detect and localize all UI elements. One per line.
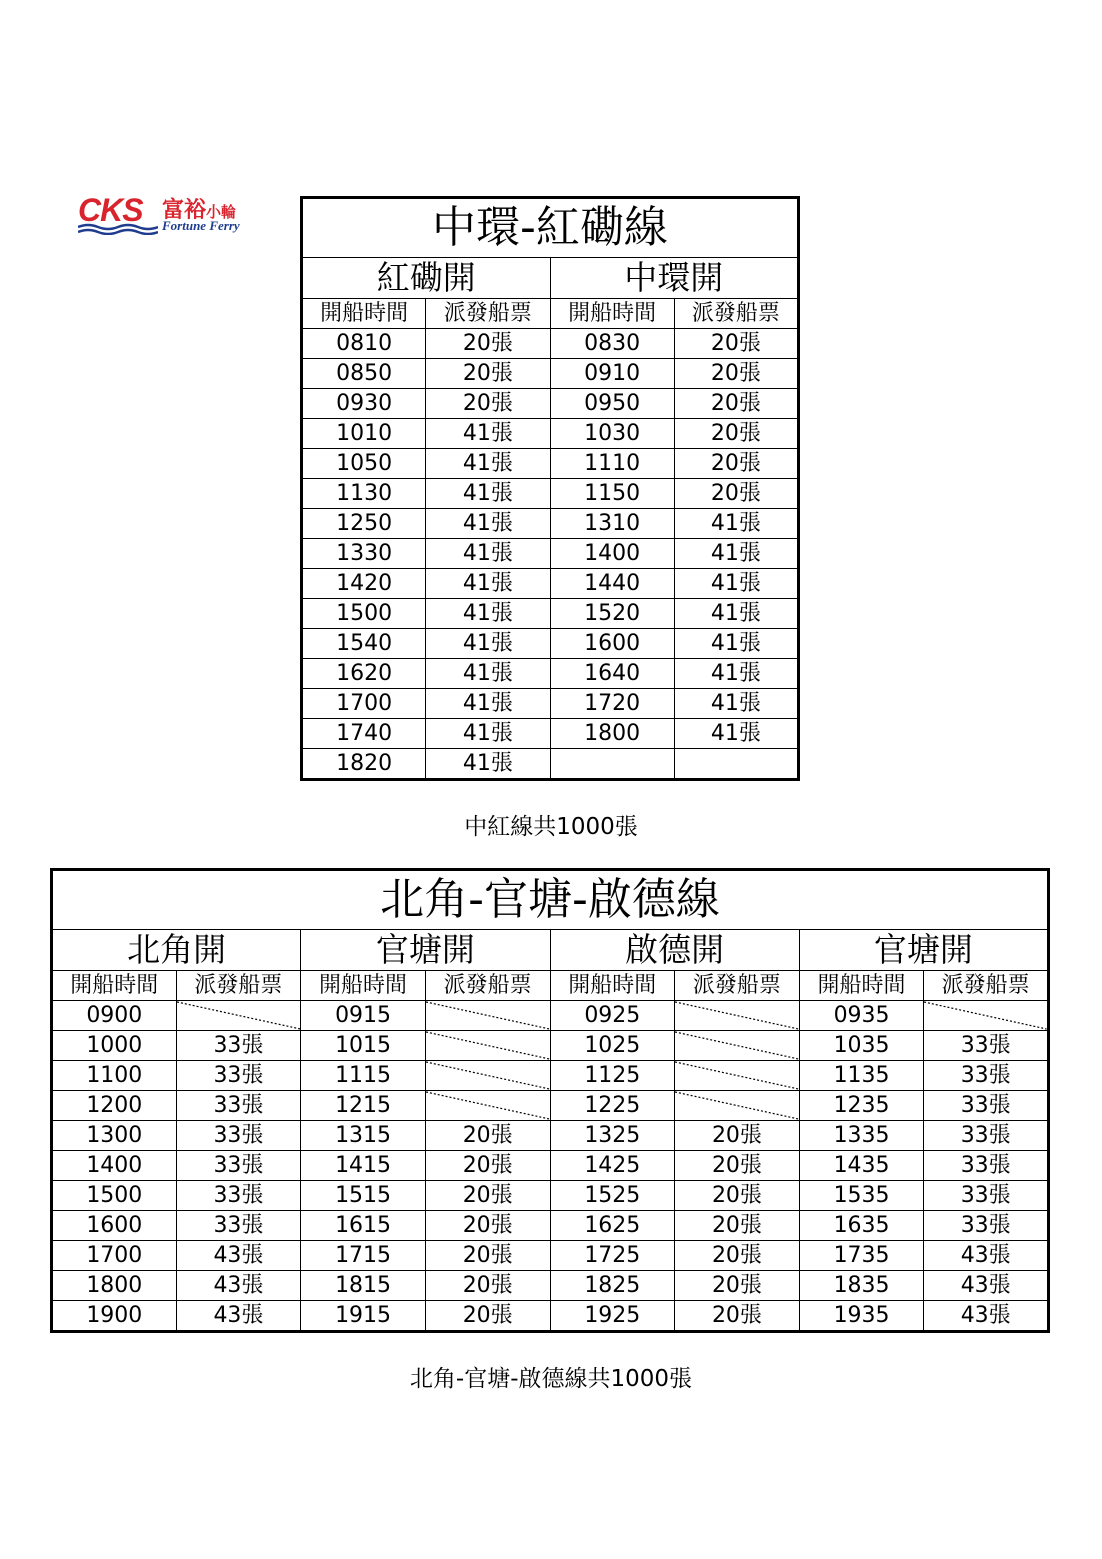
table-row xyxy=(52,1241,1049,1271)
departure-time-cell: 1335 xyxy=(799,1121,924,1151)
table-row xyxy=(302,539,799,569)
tickets-cell: 33張 xyxy=(176,1211,301,1241)
tickets-cell: 43張 xyxy=(924,1271,1049,1301)
departure-time-cell: 1325 xyxy=(550,1121,675,1151)
tickets-cell: 41張 xyxy=(426,629,550,659)
table-row xyxy=(52,1031,1049,1061)
tickets-cell: 43張 xyxy=(176,1271,301,1301)
departure-time-cell: 0850 xyxy=(302,359,426,389)
departure-time-cell: 1130 xyxy=(302,479,426,509)
tickets-cell: 41張 xyxy=(426,479,550,509)
diagonal-strike-icon xyxy=(426,1001,550,1030)
departure-time-cell: 1100 xyxy=(52,1061,177,1091)
departure-time-cell: 1540 xyxy=(302,629,426,659)
departure-time-cell: 0900 xyxy=(52,1001,177,1031)
table-row xyxy=(302,659,799,689)
tickets-cell: 20張 xyxy=(425,1121,550,1151)
departure-time-cell xyxy=(550,749,674,780)
table-row xyxy=(302,329,799,359)
tickets-cell: 20張 xyxy=(675,1301,800,1332)
departure-time-cell: 1735 xyxy=(799,1241,924,1271)
title-row xyxy=(302,198,799,258)
departure-time-cell: 1635 xyxy=(799,1211,924,1241)
departure-time-cell: 1150 xyxy=(550,479,674,509)
diagonal-strike-icon xyxy=(924,1001,1047,1030)
departure-time-header: 開船時間 xyxy=(52,971,177,1001)
tickets-cell: 33張 xyxy=(924,1091,1049,1121)
direction-header: 北角開 xyxy=(52,930,301,971)
departure-time-cell: 1725 xyxy=(550,1241,675,1271)
tickets-cell: 20張 xyxy=(675,1151,800,1181)
tickets-cell: 43張 xyxy=(924,1301,1049,1332)
tickets-issued-header: 派發船票 xyxy=(176,971,301,1001)
tickets-cell: 33張 xyxy=(924,1181,1049,1211)
logo-chinese: 富裕小輪 xyxy=(162,197,237,223)
tickets-cell: 41張 xyxy=(426,509,550,539)
departure-time-cell: 1800 xyxy=(550,719,674,749)
direction-header: 官塘開 xyxy=(301,930,550,971)
no-tickets-cell xyxy=(176,1001,301,1031)
departure-time-cell: 1000 xyxy=(52,1031,177,1061)
tickets-cell: 20張 xyxy=(675,1121,800,1151)
tickets-cell: 20張 xyxy=(426,359,550,389)
departure-time-cell: 1825 xyxy=(550,1271,675,1301)
tickets-cell: 20張 xyxy=(675,1241,800,1271)
tickets-cell: 33張 xyxy=(924,1031,1049,1061)
departure-time-cell: 1330 xyxy=(302,539,426,569)
table-row xyxy=(52,1271,1049,1301)
diagonal-strike-icon xyxy=(675,1091,799,1120)
departure-time-cell: 1815 xyxy=(301,1271,426,1301)
tickets-cell: 33張 xyxy=(176,1031,301,1061)
tickets-cell: 20張 xyxy=(674,419,798,449)
tickets-cell: 20張 xyxy=(674,329,798,359)
departure-time-cell: 0830 xyxy=(550,329,674,359)
central-hung-hom-timetable xyxy=(300,196,800,781)
table-row xyxy=(302,509,799,539)
departure-time-cell: 1640 xyxy=(550,659,674,689)
table-row xyxy=(52,1301,1049,1332)
tickets-cell: 33張 xyxy=(176,1181,301,1211)
departure-time-cell: 1615 xyxy=(301,1211,426,1241)
tickets-issued-header: 派發船票 xyxy=(675,971,800,1001)
title-row xyxy=(52,870,1049,930)
tickets-cell: 20張 xyxy=(675,1271,800,1301)
departure-time-cell: 1515 xyxy=(301,1181,426,1211)
departure-time-cell: 1300 xyxy=(52,1121,177,1151)
tickets-cell: 20張 xyxy=(674,359,798,389)
diagonal-strike-icon xyxy=(426,1031,550,1060)
tickets-cell: 20張 xyxy=(674,389,798,419)
no-tickets-cell xyxy=(425,1091,550,1121)
tickets-cell: 33張 xyxy=(176,1091,301,1121)
tickets-issued-header: 派發船票 xyxy=(425,971,550,1001)
no-tickets-cell xyxy=(675,1061,800,1091)
no-tickets-cell xyxy=(675,1031,800,1061)
departure-time-cell: 1110 xyxy=(550,449,674,479)
cks-fortune-ferry-logo xyxy=(78,193,278,241)
departure-time-cell: 1400 xyxy=(550,539,674,569)
tickets-cell: 20張 xyxy=(426,329,550,359)
tickets-cell: 33張 xyxy=(176,1061,301,1091)
tickets-issued-header: 派發船票 xyxy=(924,971,1049,1001)
no-tickets-cell xyxy=(675,1001,800,1031)
departure-time-cell: 0930 xyxy=(302,389,426,419)
departure-time-cell: 0950 xyxy=(550,389,674,419)
departure-time-cell: 1925 xyxy=(550,1301,675,1332)
departure-time-cell: 0925 xyxy=(550,1001,675,1031)
tickets-cell: 43張 xyxy=(176,1301,301,1332)
departure-time-cell: 1520 xyxy=(550,599,674,629)
tickets-cell: 41張 xyxy=(674,629,798,659)
direction-row xyxy=(302,258,799,299)
table-row xyxy=(302,569,799,599)
diagonal-strike-icon xyxy=(426,1091,550,1120)
tickets-cell: 20張 xyxy=(425,1151,550,1181)
departure-time-cell: 1720 xyxy=(550,689,674,719)
departure-time-cell: 1310 xyxy=(550,509,674,539)
tickets-cell: 41張 xyxy=(674,509,798,539)
departure-time-cell: 1010 xyxy=(302,419,426,449)
departure-time-cell: 0935 xyxy=(799,1001,924,1031)
departure-time-cell: 1200 xyxy=(52,1091,177,1121)
tickets-cell: 20張 xyxy=(425,1241,550,1271)
tickets-cell: 41張 xyxy=(674,569,798,599)
departure-time-cell: 1030 xyxy=(550,419,674,449)
departure-time-cell: 1525 xyxy=(550,1181,675,1211)
tickets-cell: 41張 xyxy=(674,719,798,749)
departure-time-cell: 1700 xyxy=(302,689,426,719)
table-row xyxy=(302,449,799,479)
departure-time-cell: 1835 xyxy=(799,1271,924,1301)
departure-time-cell: 1035 xyxy=(799,1031,924,1061)
tickets-issued-header: 派發船票 xyxy=(426,299,550,329)
departure-time-cell: 1050 xyxy=(302,449,426,479)
diagonal-strike-icon xyxy=(675,1031,799,1060)
tickets-cell: 41張 xyxy=(426,689,550,719)
logo-brand: CKS xyxy=(78,192,143,228)
table-row xyxy=(302,719,799,749)
departure-time-cell: 0810 xyxy=(302,329,426,359)
tickets-cell: 33張 xyxy=(924,1121,1049,1151)
departure-time-header: 開船時間 xyxy=(799,971,924,1001)
departure-time-cell: 1420 xyxy=(302,569,426,599)
table-row xyxy=(52,1181,1049,1211)
departure-time-cell: 1820 xyxy=(302,749,426,780)
tickets-cell: 41張 xyxy=(426,719,550,749)
tickets-cell: 33張 xyxy=(924,1061,1049,1091)
no-tickets-cell xyxy=(675,1091,800,1121)
tickets-cell: 43張 xyxy=(176,1241,301,1271)
tickets-cell: 41張 xyxy=(426,749,550,780)
table-row xyxy=(52,1061,1049,1091)
table-row xyxy=(52,1121,1049,1151)
departure-time-header: 開船時間 xyxy=(550,971,675,1001)
departure-time-cell: 1115 xyxy=(301,1061,426,1091)
table-row xyxy=(302,599,799,629)
table-row xyxy=(302,359,799,389)
tickets-cell: 43張 xyxy=(924,1241,1049,1271)
departure-time-cell: 1700 xyxy=(52,1241,177,1271)
tickets-cell: 33張 xyxy=(924,1151,1049,1181)
departure-time-cell: 1715 xyxy=(301,1241,426,1271)
logo-waves-icon xyxy=(78,223,158,235)
tickets-cell: 41張 xyxy=(674,539,798,569)
departure-time-cell: 1225 xyxy=(550,1091,675,1121)
tickets-cell: 41張 xyxy=(674,659,798,689)
departure-time-header: 開船時間 xyxy=(301,971,426,1001)
departure-time-cell: 1235 xyxy=(799,1091,924,1121)
departure-time-cell: 1500 xyxy=(302,599,426,629)
route2-total: 北角-官塘-啟德線共1000張 xyxy=(409,1366,693,1392)
departure-time-cell: 1215 xyxy=(301,1091,426,1121)
tickets-cell: 20張 xyxy=(425,1271,550,1301)
tickets-cell: 20張 xyxy=(425,1181,550,1211)
tickets-cell: 41張 xyxy=(426,659,550,689)
table-row xyxy=(302,689,799,719)
table-row xyxy=(302,479,799,509)
departure-time-cell: 0910 xyxy=(550,359,674,389)
tickets-cell: 41張 xyxy=(426,539,550,569)
departure-time-cell: 1800 xyxy=(52,1271,177,1301)
column-header-row xyxy=(52,971,1049,1001)
departure-time-cell: 1015 xyxy=(301,1031,426,1061)
no-tickets-cell xyxy=(425,1031,550,1061)
departure-time-cell: 1435 xyxy=(799,1151,924,1181)
table-row xyxy=(302,389,799,419)
logo-english: Fortune Ferry xyxy=(162,218,240,233)
tickets-cell: 41張 xyxy=(426,569,550,599)
no-tickets-cell xyxy=(425,1061,550,1091)
direction-header: 官塘開 xyxy=(799,930,1048,971)
departure-time-cell: 1600 xyxy=(52,1211,177,1241)
tickets-cell: 20張 xyxy=(426,389,550,419)
north-point-kwun-tong-kai-tak-timetable xyxy=(50,868,1050,1333)
departure-time-cell: 1625 xyxy=(550,1211,675,1241)
departure-time-cell: 0915 xyxy=(301,1001,426,1031)
table-row xyxy=(52,1091,1049,1121)
diagonal-strike-icon xyxy=(177,1001,301,1030)
table-row xyxy=(302,629,799,659)
departure-time-cell: 1535 xyxy=(799,1181,924,1211)
departure-time-cell: 1135 xyxy=(799,1061,924,1091)
departure-time-header: 開船時間 xyxy=(550,299,674,329)
direction-header: 啟德開 xyxy=(550,930,799,971)
departure-time-cell: 1935 xyxy=(799,1301,924,1332)
departure-time-cell: 1125 xyxy=(550,1061,675,1091)
column-header-row xyxy=(302,299,799,329)
diagonal-strike-icon xyxy=(426,1061,550,1090)
direction-header: 紅磡開 xyxy=(302,258,551,299)
departure-time-cell: 1400 xyxy=(52,1151,177,1181)
table-row xyxy=(52,1151,1049,1181)
tickets-issued-header: 派發船票 xyxy=(674,299,798,329)
diagonal-strike-icon xyxy=(675,1001,799,1030)
tickets-cell: 33張 xyxy=(924,1211,1049,1241)
departure-time-cell: 1500 xyxy=(52,1181,177,1211)
tickets-cell: 41張 xyxy=(426,599,550,629)
departure-time-cell: 1440 xyxy=(550,569,674,599)
tickets-cell: 20張 xyxy=(674,449,798,479)
departure-time-cell: 1315 xyxy=(301,1121,426,1151)
departure-time-cell: 1915 xyxy=(301,1301,426,1332)
tickets-cell: 41張 xyxy=(426,449,550,479)
departure-time-cell: 1620 xyxy=(302,659,426,689)
tickets-cell xyxy=(674,749,798,780)
departure-time-header: 開船時間 xyxy=(302,299,426,329)
table-row xyxy=(52,1001,1049,1031)
tickets-cell: 20張 xyxy=(425,1211,550,1241)
tickets-cell: 20張 xyxy=(675,1211,800,1241)
direction-header: 中環開 xyxy=(550,258,799,299)
departure-time-cell: 1600 xyxy=(550,629,674,659)
departure-time-cell: 1425 xyxy=(550,1151,675,1181)
tickets-cell: 41張 xyxy=(674,689,798,719)
departure-time-cell: 1250 xyxy=(302,509,426,539)
tickets-cell: 20張 xyxy=(425,1301,550,1332)
tickets-cell: 33張 xyxy=(176,1151,301,1181)
departure-time-cell: 1415 xyxy=(301,1151,426,1181)
tickets-cell: 20張 xyxy=(674,479,798,509)
table-row xyxy=(302,419,799,449)
route-title: 中環-紅磡線 xyxy=(302,198,799,258)
table-row xyxy=(302,749,799,780)
departure-time-cell: 1740 xyxy=(302,719,426,749)
tickets-cell: 20張 xyxy=(675,1181,800,1211)
direction-row xyxy=(52,930,1049,971)
departure-time-cell: 1900 xyxy=(52,1301,177,1332)
tickets-cell: 41張 xyxy=(426,419,550,449)
diagonal-strike-icon xyxy=(675,1061,799,1090)
table-row xyxy=(52,1211,1049,1241)
route-title: 北角-官塘-啟德線 xyxy=(52,870,1049,930)
no-tickets-cell xyxy=(924,1001,1049,1031)
no-tickets-cell xyxy=(425,1001,550,1031)
tickets-cell: 41張 xyxy=(674,599,798,629)
departure-time-cell: 1025 xyxy=(550,1031,675,1061)
route1-total: 中紅線共1000張 xyxy=(464,814,638,840)
tickets-cell: 33張 xyxy=(176,1121,301,1151)
